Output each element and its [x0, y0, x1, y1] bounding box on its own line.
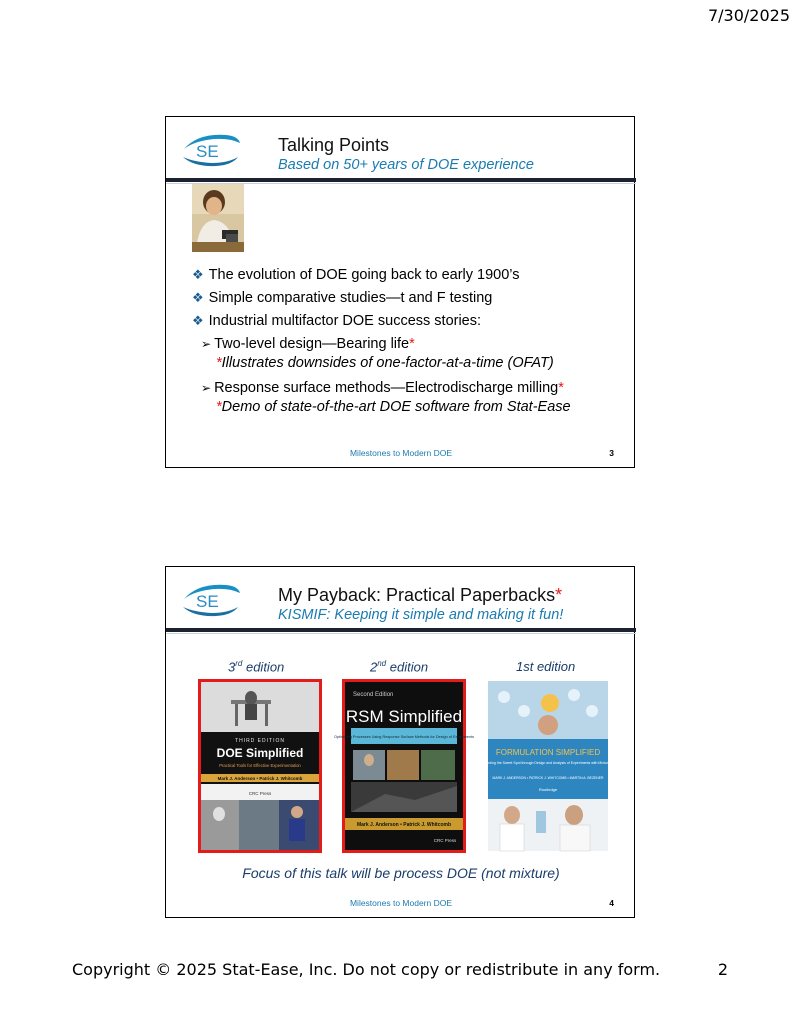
book-cover-formulation-simplified: [484, 681, 612, 851]
svg-text:MARK J. ANDERSON • PATRICK J: MARK J. ANDERSON • PATRICK J. WHITCOMB • MARTIN A. BEZENER: [492, 776, 604, 780]
arrow-bullet-icon: ➢: [201, 380, 212, 395]
slide-subtitle: Based on 50+ years of DOE experience: [278, 157, 534, 173]
page-number: 2: [717, 960, 728, 979]
svg-text:THIRD EDITION: THIRD EDITION: [235, 738, 285, 744]
slide-number: 4: [609, 898, 614, 908]
asterisk: *: [555, 585, 563, 605]
slide-footer: Milestones to Modern DOE: [349, 448, 453, 458]
svg-text:Routledge: Routledge: [538, 787, 558, 792]
slide-subtitle: KISMIF: Keeping it simple and making it fun!: [278, 607, 564, 623]
svg-text:CRC Press: CRC Press: [433, 838, 457, 843]
title-divider: [166, 628, 636, 632]
edition-label: 1st edition: [516, 659, 576, 674]
edition-label: 2nd edition: [370, 659, 429, 675]
svg-text:Mark J. Anderson • Patrick J: Mark J. Anderson • Patrick J. Whitcomb: [356, 822, 452, 828]
slide-number: 3: [609, 448, 614, 458]
edition-label: 3rd edition: [228, 659, 285, 675]
book-cover-doe-simplified: [198, 679, 322, 853]
slide-title: Talking Points: [278, 135, 390, 155]
title-divider-thin: [166, 633, 636, 634]
bullet-item: ❖ Simple comparative studies—t and F testing: [192, 289, 493, 306]
book-cover-rsm-simplified: [333, 679, 475, 853]
slide-footer: Milestones to Modern DOE: [349, 898, 453, 908]
svg-text:Mark J. Anderson • Patrick J: Mark J. Anderson • Patrick J. Whitcomb: [217, 776, 303, 781]
svg-text:DOE Simplified: DOE Simplified: [216, 746, 304, 760]
bullet-list: [192, 263, 571, 420]
svg-text:Second Edition: Second Edition: [353, 692, 394, 698]
svg-text:FORMULATION SIMPLIFIED: FORMULATION SIMPLIFIED: [495, 748, 601, 757]
bullet-item: ❖ The evolution of DOE going back to early 1900’s: [192, 266, 520, 283]
diamond-bullet-icon: ❖: [192, 312, 204, 328]
author-photo: [192, 184, 244, 252]
title-divider: [166, 178, 636, 182]
sub-bullet-item: ➢ Response surface methods—Electrodischarge milling *: [201, 379, 564, 396]
svg-text:CRC Press: CRC Press: [248, 791, 272, 796]
svg-text:Finding the Sweet Spot through: Finding the Sweet Spot through Design and Analysis of Experiments with Mixtures: [484, 761, 612, 765]
print-date: 7/30/2025: [707, 6, 790, 25]
svg-text:Practical Tools for Effective: Practical Tools for Effective Experimentation: [219, 763, 301, 768]
slide-4: [165, 566, 635, 918]
sub-bullet-note: *Illustrates downsides of one-factor-at-a-time (OFAT): [216, 355, 554, 371]
svg-text:SE: SE: [196, 142, 219, 161]
sub-bullet-note: *Demo of state-of-the-art DOE software from Stat-Ease: [216, 399, 571, 415]
sub-bullet-item: ➢ Two-level design—Bearing life *: [201, 335, 415, 352]
asterisk: *: [409, 335, 415, 352]
svg-text:SE: SE: [196, 592, 219, 611]
slide-3: [165, 116, 635, 468]
diamond-bullet-icon: ❖: [192, 289, 204, 305]
arrow-bullet-icon: ➢: [201, 336, 212, 351]
slide-title: My Payback: Practical Paperbacks*: [278, 585, 563, 605]
asterisk: *: [558, 379, 564, 396]
copyright-notice: Copyright © 2025 Stat-Ease, Inc. Do not copy or redistribute in any form.: [72, 960, 661, 979]
diamond-bullet-icon: ❖: [192, 266, 204, 282]
svg-text:RSM Simplified: RSM Simplified: [345, 707, 463, 726]
focus-note: Focus of this talk will be process DOE (not mixture): [242, 865, 560, 881]
bullet-item: ❖ Industrial multifactor DOE success stories:: [192, 312, 482, 329]
svg-text:Optimizing Processes Using Res: Optimizing Processes Using Response Surface Methods for Design of Experiments: [333, 735, 475, 739]
stat-ease-logo: [180, 129, 242, 169]
stat-ease-logo: [180, 579, 242, 619]
